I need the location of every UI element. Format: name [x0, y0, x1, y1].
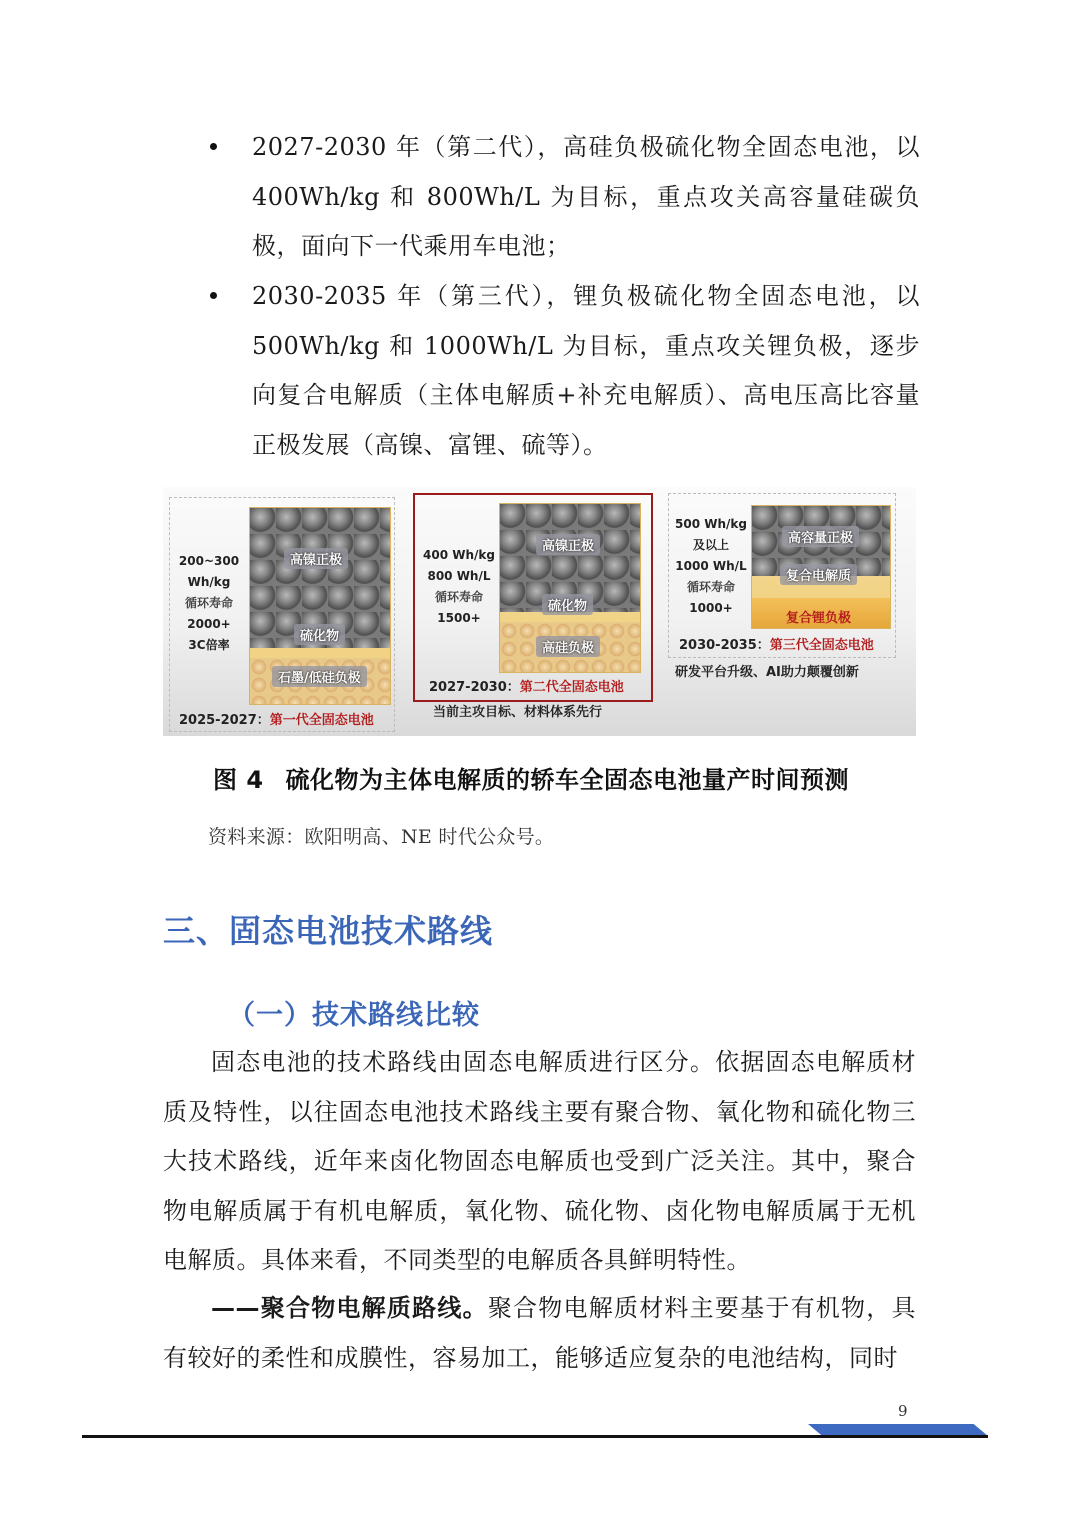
anode-label: 石墨/低硅负极 — [272, 666, 367, 687]
panel-1-specs — [177, 551, 241, 656]
panel-3-specs — [673, 514, 749, 619]
cathode-label: 高容量正极 — [782, 526, 859, 547]
bullet-item — [210, 272, 920, 470]
spec-line: 3C倍率 — [188, 638, 230, 652]
electrolyte-label: 硫化物 — [294, 624, 345, 645]
paragraph-text: 聚合物电解质材料主要基于有机物，具有较好的柔性和成膜性，容易加工，能够适应复杂的电池结构，同时 — [163, 1294, 917, 1372]
spec-line: 2000+ — [187, 617, 231, 631]
spec-line: 1000+ — [689, 601, 733, 615]
panel-2-specs — [423, 545, 495, 629]
spec-line: 1000 Wh/L — [675, 559, 747, 573]
body-paragraph: 固态电池的技术路线由固态电解质进行区分。依据固态电解质材质及特性，以往固态电池技术路线主要有聚合物、氧化物和硫化物三大技术路线，近年来卤化物固态电解质也受到广泛关注。其中，聚合物电解质属于有机电解质，氧化物、硫化物、卤化物电解质属于无机电解质。具体来看，不同类型的电解质各具鲜明特性。 — [163, 1048, 916, 1274]
spec-line: 及以上 — [692, 538, 729, 552]
electrolyte-label: 硫化物 — [542, 594, 593, 615]
spec-line: 循环寿命 — [434, 590, 483, 604]
spec-line: 循环寿命 — [184, 596, 233, 610]
anode-label: 高硅负极 — [536, 636, 600, 657]
spec-line: 循环寿命 — [686, 580, 735, 594]
generation-label: 2030-2035：第三代全固态电池 — [679, 638, 874, 653]
spec-line: 500 Wh/kg — [675, 517, 747, 531]
bullet-dot-icon — [210, 292, 217, 299]
footer-rule — [82, 1435, 988, 1438]
spec-line: Wh/kg — [187, 575, 231, 589]
spec-line: 200~300 — [178, 554, 240, 568]
figure-source: 资料来源：欧阳明高、NE 时代公众号。 — [208, 826, 555, 848]
generation-label: 2027-2030：第二代全固态电池 — [429, 680, 624, 695]
panel-2-cell-diagram — [499, 503, 641, 673]
spec-line: 1500+ — [437, 611, 481, 625]
bullet-item — [210, 123, 920, 272]
figure-caption-text: 硫化物为主体电解质的轿车全固态电池量产时间预测 — [285, 766, 850, 794]
subsection-title: （一）技术路线比较 — [228, 1000, 480, 1031]
spec-line: 400 Wh/kg — [423, 548, 495, 562]
figure-caption — [213, 760, 849, 795]
spec-line: 800 Wh/L — [427, 569, 491, 583]
bullet-text: 2030-2035 年（第三代），锂负极硫化物全固态电池，以500Wh/kg 和 1000Wh/L 为目标，重点攻关锂负极，逐步向复合电解质（主体电解质+补充电解质）、高电压高比容量正极发展（高镍、富锂、硫等）。 — [252, 282, 920, 459]
cathode-label: 高镍正极 — [536, 534, 600, 555]
electrolyte-label: 复合电解质 — [780, 564, 857, 585]
section-title: 三、固态电池技术路线 — [163, 912, 494, 950]
body-paragraph — [163, 1284, 916, 1383]
page-number: 9 — [898, 1402, 908, 1420]
panel-note: 当前主攻目标、材料体系先行 — [433, 705, 603, 720]
bullet-text: 2027-2030 年（第二代），高硅负极硫化物全固态电池，以400Wh/kg 和 800Wh/L 为目标，重点攻关高容量硅碳负极，面向下一代乘用车电池； — [252, 133, 920, 260]
panel-note: 研发平台升级、AI助力颠覆创新 — [675, 665, 859, 680]
figure-battery-roadmap — [163, 487, 916, 736]
generation-label: 2025-2027：第一代全固态电池 — [179, 713, 374, 728]
figure-number: 图 4 — [213, 766, 264, 794]
anode-label: 复合锂负极 — [786, 611, 852, 626]
paragraph-lead: ——聚合物电解质路线。 — [211, 1294, 488, 1322]
bullet-dot-icon — [210, 143, 217, 150]
panel-3-cell-diagram — [751, 505, 891, 629]
cathode-label: 高镍正极 — [284, 548, 348, 569]
panel-1-cell-diagram — [249, 507, 391, 705]
